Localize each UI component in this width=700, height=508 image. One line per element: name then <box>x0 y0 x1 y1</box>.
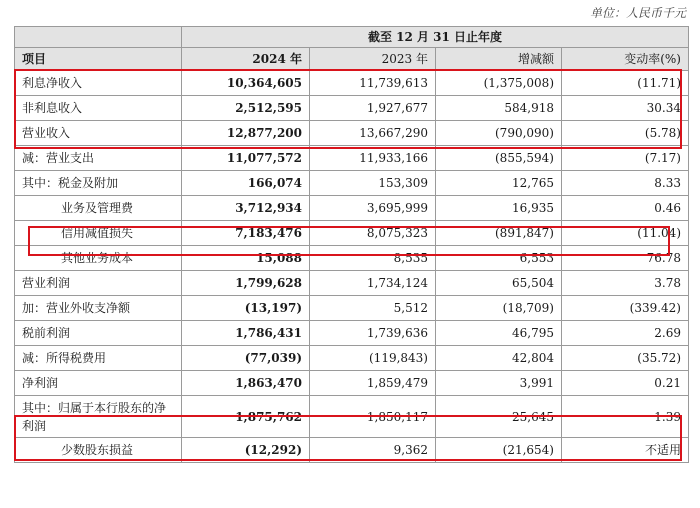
value-change: 25,645 <box>436 396 562 438</box>
value-2023: 1,850,117 <box>310 396 436 438</box>
header-rate: 变动率(%) <box>562 48 689 71</box>
value-rate: (5.78) <box>562 121 689 146</box>
row-label: 其他业务成本 <box>15 246 182 271</box>
value-2023: 13,667,290 <box>310 121 436 146</box>
value-2023: 8,535 <box>310 246 436 271</box>
unit-label: 单位：人民币千元 <box>589 6 686 20</box>
value-change: 6,553 <box>436 246 562 271</box>
value-rate: 2.69 <box>562 321 689 346</box>
value-2024: 3,712,934 <box>182 196 310 221</box>
value-2024: 166,074 <box>182 171 310 196</box>
value-change: (1,375,008) <box>436 71 562 96</box>
table-row <box>15 396 689 438</box>
value-2024: 1,863,470 <box>182 371 310 396</box>
value-2023: 3,695,999 <box>310 196 436 221</box>
value-change: 12,765 <box>436 171 562 196</box>
value-2023: 1,859,479 <box>310 371 436 396</box>
value-2023: 8,075,323 <box>310 221 436 246</box>
table-row <box>15 321 689 346</box>
value-change: 584,918 <box>436 96 562 121</box>
value-2024: 1,799,628 <box>182 271 310 296</box>
value-2024: (77,039) <box>182 346 310 371</box>
header-period: 截至 12 月 31 日止年度 <box>182 27 689 48</box>
table-row <box>15 196 689 221</box>
header-2023: 2023 年 <box>310 48 436 71</box>
header-change: 增减额 <box>436 48 562 71</box>
header-blank-cell <box>15 27 182 48</box>
value-rate: 3.78 <box>562 271 689 296</box>
value-2023: 1,927,677 <box>310 96 436 121</box>
row-label: 业务及管理费 <box>15 196 182 221</box>
income-statement-table <box>14 26 689 463</box>
value-rate: 30.34 <box>562 96 689 121</box>
value-change: (18,709) <box>436 296 562 321</box>
value-2023: 153,309 <box>310 171 436 196</box>
value-change: (891,847) <box>436 221 562 246</box>
row-label: 营业利润 <box>15 271 182 296</box>
value-2024: 10,364,605 <box>182 71 310 96</box>
value-rate: 0.21 <box>562 371 689 396</box>
value-2024: (12,292) <box>182 438 310 463</box>
table-row <box>15 221 689 246</box>
value-2024: 1,875,762 <box>182 396 310 438</box>
value-rate: 0.46 <box>562 196 689 221</box>
value-2023: 1,739,636 <box>310 321 436 346</box>
value-change: 42,804 <box>436 346 562 371</box>
table-row <box>15 296 689 321</box>
value-2023: 1,734,124 <box>310 271 436 296</box>
row-label: 减：营业支出 <box>15 146 182 171</box>
value-2023: 9,362 <box>310 438 436 463</box>
table-row <box>15 271 689 296</box>
value-rate: 8.33 <box>562 171 689 196</box>
table-row <box>15 438 689 463</box>
value-2024: 15,088 <box>182 246 310 271</box>
row-label: 信用减值损失 <box>15 221 182 246</box>
row-label: 营业收入 <box>15 121 182 146</box>
value-2024: 11,077,572 <box>182 146 310 171</box>
value-change: (790,090) <box>436 121 562 146</box>
value-change: 46,795 <box>436 321 562 346</box>
value-rate: (339.42) <box>562 296 689 321</box>
value-2024: (13,197) <box>182 296 310 321</box>
table-row <box>15 96 689 121</box>
value-2024: 12,877,200 <box>182 121 310 146</box>
header-2024: 2024 年 <box>182 48 310 71</box>
table-row <box>15 371 689 396</box>
row-label: 其中：税金及附加 <box>15 171 182 196</box>
value-2024: 1,786,431 <box>182 321 310 346</box>
row-label: 其中：归属于本行股东的净利润 <box>15 396 182 438</box>
value-rate: 76.78 <box>562 246 689 271</box>
value-change: 65,504 <box>436 271 562 296</box>
value-change: (855,594) <box>436 146 562 171</box>
value-change: 3,991 <box>436 371 562 396</box>
table-row <box>15 246 689 271</box>
table-row <box>15 146 689 171</box>
header-item: 项目 <box>15 48 182 71</box>
table-row <box>15 71 689 96</box>
row-label: 少数股东损益 <box>15 438 182 463</box>
value-change: (21,654) <box>436 438 562 463</box>
row-label: 加：营业外收支净额 <box>15 296 182 321</box>
value-2023: 11,933,166 <box>310 146 436 171</box>
value-rate: 1.39 <box>562 396 689 438</box>
row-label: 净利润 <box>15 371 182 396</box>
value-2024: 2,512,595 <box>182 96 310 121</box>
value-2023: (119,843) <box>310 346 436 371</box>
value-2024: 7,183,476 <box>182 221 310 246</box>
row-label: 减：所得税费用 <box>15 346 182 371</box>
value-rate: (11.04) <box>562 221 689 246</box>
value-rate: (35.72) <box>562 346 689 371</box>
value-2023: 5,512 <box>310 296 436 321</box>
table-row <box>15 171 689 196</box>
value-change: 16,935 <box>436 196 562 221</box>
value-2023: 11,739,613 <box>310 71 436 96</box>
row-label: 税前利润 <box>15 321 182 346</box>
row-label: 利息净收入 <box>15 71 182 96</box>
row-label: 非利息收入 <box>15 96 182 121</box>
table-row <box>15 121 689 146</box>
value-rate: 不适用 <box>562 438 689 463</box>
table-row <box>15 346 689 371</box>
header-row-columns <box>15 48 689 71</box>
header-row-period <box>15 27 689 48</box>
value-rate: (7.17) <box>562 146 689 171</box>
value-rate: (11.71) <box>562 71 689 96</box>
